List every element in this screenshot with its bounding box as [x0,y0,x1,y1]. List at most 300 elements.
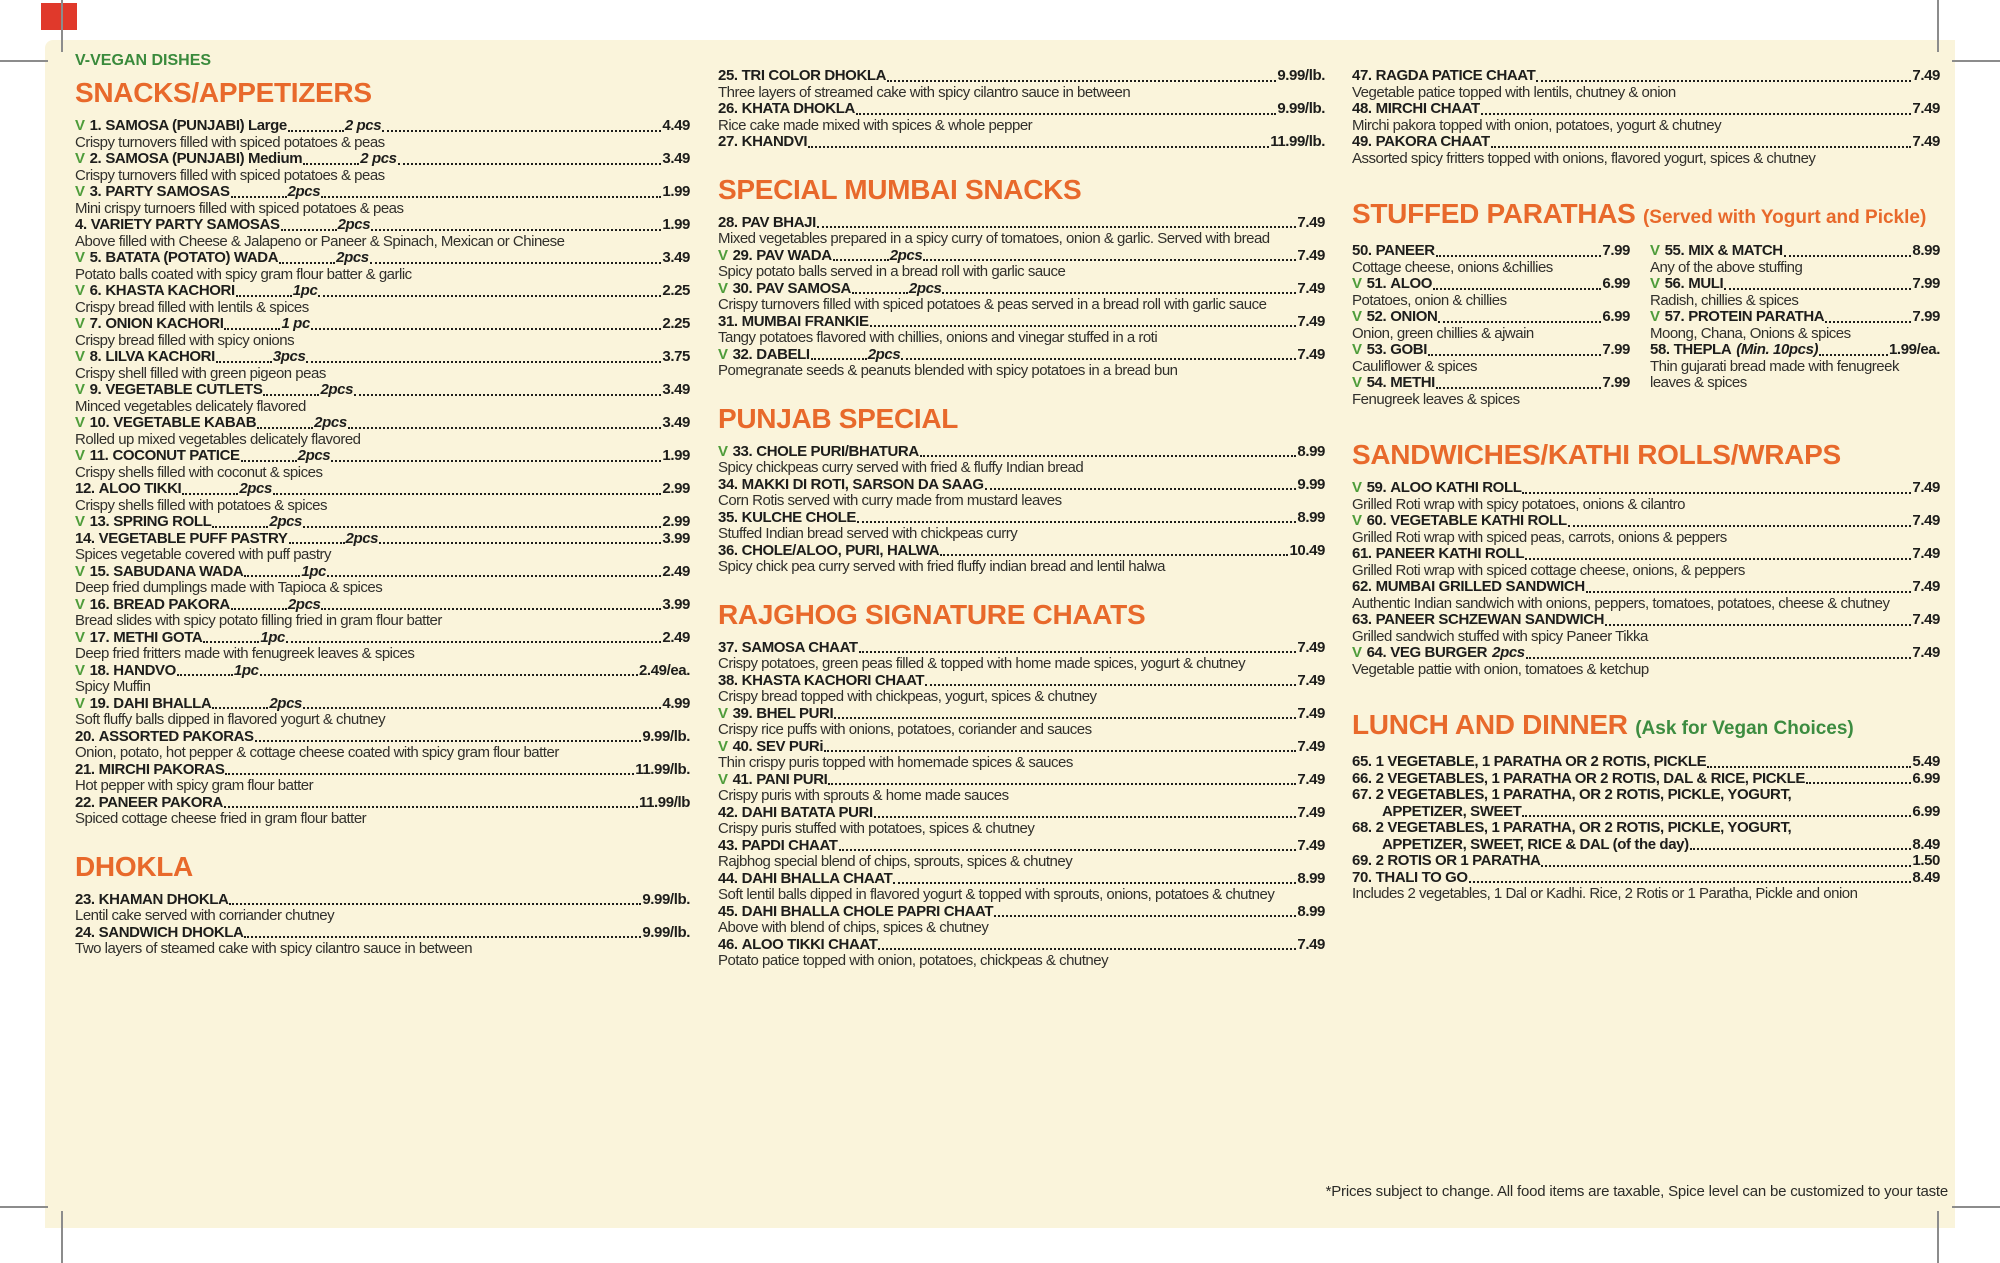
item-description: Crispy turnovers filled with spiced potatoes & peas [75,133,385,151]
item-name: PROTEIN PARATHA [1688,308,1825,325]
section-title [1352,440,1940,470]
dot-leader [856,113,1276,115]
item-name: SABUDANA WADA [113,562,244,580]
item-number: 52. [1366,308,1387,325]
item-name: DAHI BATATA PURI [741,803,873,821]
dot-leader [1707,766,1911,768]
item-name: ALOO TIKKI CHAAT [741,935,878,953]
menu-item-row [1650,342,1940,359]
vegan-marker: V [1352,644,1362,661]
item-price: 7.49 [1912,611,1940,628]
dot-leader [942,292,1296,294]
item-description: Crispy shell filled with green pigeon peas [75,364,326,382]
item-number: 46. [718,935,738,953]
section-title [75,78,690,108]
menu-item-row [718,772,1325,789]
item-portion: 2pcs [908,279,942,297]
item-description: Spices vegetable covered with puff pastry [75,546,332,563]
item-price: 2.49 [662,628,690,646]
item-price: 8.99 [1297,902,1325,920]
item-price: 3.49 [662,381,690,398]
item-price: 3.49 [662,414,690,431]
item-name: METHI GOTA [113,628,203,646]
menu-section [718,68,1325,151]
section-title [718,175,1325,205]
item-number: 22. [75,793,95,811]
menu-item-row [1352,375,1630,392]
menu-item-row [75,729,690,746]
item-portion: 2pcs [287,183,321,200]
item-number: 70. [1352,868,1372,886]
menu-item-row [75,762,690,779]
item-number: 64. [1366,644,1387,661]
item-number: 43. [718,836,738,854]
menu-section [1352,199,1940,408]
item-price: 7.49 [1912,133,1940,150]
menu-item-row [718,444,1325,461]
dot-leader [379,542,661,544]
vegan-marker: V [1650,275,1660,292]
vegan-marker: V [75,595,85,613]
item-description: Stuffed Indian bread served with chickpeas curry [718,525,1018,542]
item-portion: 2pcs [269,513,302,530]
item-number: 18. [89,661,110,679]
item-name: BATATA (POTATO) WADA [105,249,279,266]
dot-leader [808,146,1269,148]
menu-section [75,852,690,958]
section-subtitle: (Ask for Vegan Choices) [1635,718,1854,739]
item-number: 55. [1664,242,1685,259]
item-number: 35. [718,508,738,526]
dot-leader [321,196,661,198]
item-name: 2 ROTIS OR 1 PARATHA [1375,852,1541,869]
menu-item-row [718,871,1325,888]
item-price: 9.99 [1297,475,1325,493]
item-number: 2. [89,150,102,167]
vegan-marker: V [1352,512,1362,529]
item-number: 25. [718,67,738,84]
item-number: 9. [89,381,102,398]
item-number: 38. [718,671,738,689]
menu-item-row [718,215,1325,232]
item-number: 21. [75,760,95,778]
dot-leader [289,542,345,544]
item-name: LILVA KACHORI [105,348,215,365]
item-price: 7.99 [1912,308,1940,325]
item-description: Soft lentil balls dipped in flavored yogurt & topped with sprouts, onions, potatoes & chutney [718,886,1275,903]
menu-item-row [718,510,1325,527]
item-description: Above filled with Cheese & Jalapeno or Paneer & Spinach, Mexican or Chinese [75,232,565,250]
item-description: Vegetable patice topped with lentils, chutney & onion [1352,83,1676,101]
vegan-marker: V [75,150,85,167]
item-name: ONION KACHORI [105,315,224,332]
vegan-marker: V [718,279,728,297]
section-title-text: DHOKLA [75,850,193,882]
item-description: Corn Rotis served with curry made from mustard leaves [718,492,1062,509]
item-description: Deep fried dumplings made with Tapioca & spices [75,579,383,596]
menu-item-row [1352,579,1940,596]
menu-item-row [75,630,690,647]
item-price: 8.99 [1297,869,1325,887]
item-name: MUMBAI FRANKIE [741,312,869,330]
item-name: KHATA DHOKLA [741,100,855,117]
item-price: 7.49 [1912,512,1940,529]
item-number: 16. [89,595,110,613]
item-price: 7.49 [1297,312,1325,330]
vegan-marker: V [75,282,85,299]
item-description: Spicy Muffin [75,678,151,695]
item-number: 28. [718,213,738,231]
item-description: Rice cake made mixed with spices & whole pepper [718,116,1033,134]
dot-leader [398,163,662,165]
dot-leader [1819,354,1888,356]
dot-leader [1428,354,1601,356]
menu-item-row [75,795,690,812]
item-price: 1.99 [662,183,690,200]
vegan-marker: V [718,345,728,363]
menu-item-row [75,415,690,432]
item-description: Tangy potatoes flavored with chillies, onions and vinegar stuffed in a roti [718,329,1158,346]
item-price: 9.99/lb. [1277,100,1325,117]
item-number: 39. [732,704,753,722]
menu-item-row [75,925,690,942]
item-price: 7.49 [1912,644,1940,661]
vegan-marker: V [75,694,85,712]
menu-item-row [718,805,1325,822]
item-price: 5.49 [1912,753,1940,770]
item-description: Deep fried fritters made with fenugreek leaves & spices [75,645,415,662]
vegan-marker: V [75,249,85,266]
menu-item-row [1352,645,1940,662]
crop-mark-bottom-left-h [0,1206,48,1208]
item-name: TRI COLOR DHOKLA [741,67,887,84]
item-name: PAKORA CHAAT [1375,133,1490,150]
item-number: 58. [1650,341,1670,358]
item-number: 54. [1366,374,1387,391]
menu-item-row [75,250,690,267]
item-price: 2.49 [662,562,690,580]
item-description: Mini crispy turnoers filled with spiced potatoes & peas [75,199,404,217]
item-price: 1.99 [662,216,690,233]
dot-leader [212,707,268,709]
dot-leader [286,641,661,643]
crop-mark-bottom-right-h [1952,1206,2000,1208]
item-description: Potato patice topped with onion, potatoes, chickpeas & chutney [718,952,1109,969]
dot-leader [288,130,344,132]
item-name: PARTY SAMOSAS [105,183,230,200]
dot-leader [263,394,319,396]
item-price: 7.49 [1912,578,1940,595]
item-name: 2 VEGETABLES, 1 PARATHA, OR 2 ROTIS, PICKLE, YOGURT, [1375,786,1792,803]
column-left [75,52,690,958]
dot-leader [241,460,297,462]
vegan-marker: V [75,381,85,398]
menu-item-row [718,314,1325,331]
item-number: 41. [732,770,753,788]
item-number: 36. [718,541,738,559]
item-portion: 2pcs [336,249,369,266]
dot-leader [225,773,634,775]
menu-item-row [1650,309,1940,326]
item-price: 2.25 [662,282,690,299]
section-title [75,852,690,882]
section-title-text: PUNJAB SPECIAL [718,402,959,434]
item-name: VEGETABLE KABAB [113,414,257,431]
item-price: 7.99 [1602,374,1630,391]
item-price: 6.99 [1912,802,1940,820]
item-name: ASSORTED PAKORAS [98,727,254,745]
menu-item-row [1352,513,1940,530]
item-price: 8.49 [1912,868,1940,886]
item-price: 7.49 [1297,836,1325,854]
item-name: PAPDI CHAAT [741,836,838,854]
dot-leader [224,328,280,330]
dot-leader [182,493,238,495]
item-portion: 2pcs [1492,644,1525,661]
vegan-marker: V [75,562,85,580]
dot-leader [857,521,1296,523]
item-name: PAV BHAJI [741,213,816,231]
item-name: DAHI BHALLA CHOLE PAPRI CHAAT [741,902,994,920]
dot-leader [212,526,268,528]
dot-leader [231,608,287,610]
item-number: 31. [718,312,738,330]
item-portion: 1 pc [281,315,310,332]
item-description: Crispy bread filled with spicy onions [75,331,295,349]
item-price: 7.49 [1912,100,1940,117]
item-name: KHANDVI [741,133,808,150]
item-name: MIRCHI PAKORAS [98,760,225,778]
dot-leader [839,849,1297,851]
menu-item-row [718,838,1325,855]
dot-leader [1586,591,1912,593]
item-name: PANEER KATHI ROLL [1375,545,1525,562]
menu-item-row [1352,68,1940,85]
item-description: Rajbhog special blend of chips, sprouts, spices & chutney [718,853,1073,870]
item-name: ALOO TIKKI [98,480,182,497]
item-number: 14. [75,529,95,547]
dot-leader [260,674,638,676]
menu-item-row [75,448,690,465]
vegan-marker: V [1352,341,1362,358]
item-description: Thin gujarati bread made with fenugreek leaves & spices [1650,357,1899,391]
item-description: Includes 2 vegetables, 1 Dal or Kadhi. Rice, 2 Rotis or 1 Paratha, Pickle and onion [1352,885,1858,902]
menu-item-row [75,663,690,680]
item-name: MAKKI DI ROTI, SARSON DA SAAG [741,475,984,493]
dot-leader [348,427,662,429]
dot-leader [273,493,661,495]
item-price: 8.99 [1297,508,1325,526]
item-portion: 2pcs [345,529,379,547]
item-number: 51. [1366,275,1387,292]
item-number: 6. [89,282,102,299]
item-price: 7.49 [1297,803,1325,821]
menu-item-row [718,543,1325,560]
item-price: 7.49 [1297,638,1325,656]
item-name: PANEER SCHZEWAN SANDWICH [1375,611,1605,628]
paratha-right-column [1650,243,1940,408]
item-name: KHASTA KACHORI CHAAT [741,671,925,689]
menu-item-row [1352,342,1630,359]
item-price: 3.49 [662,249,690,266]
item-name: SAMOSA (PUNJABI) Medium [105,150,303,167]
item-number: 48. [1352,100,1372,117]
vegan-marker: V [718,442,728,460]
vegan-marker: V [75,183,85,200]
item-price: 3.49 [662,150,690,167]
item-description: Crispy bread topped with chickpeas, yogurt, spices & chutney [718,688,1097,705]
item-number: 8. [89,348,102,365]
item-number: 67. [1352,786,1372,803]
dot-leader [870,325,1297,327]
item-portion: 2 pcs [344,117,382,134]
item-price: 7.49 [1297,770,1325,788]
item-description: Grilled Roti wrap with spiced cottage cheese, onions, & peppers [1352,561,1745,579]
menu-item-row [1352,134,1940,151]
item-name: HANDVO [113,661,176,679]
item-price: 2.25 [662,315,690,332]
item-description: Crispy potatoes, green peas filled & topped with home made spices, yogurt & chutney [718,655,1246,672]
item-description: Hot pepper with spicy gram flour batter [75,777,314,794]
section-title-text: SNACKS/APPETIZERS [75,77,372,108]
section-title-text: RAJGHOG SIGNATURE CHAATS [718,598,1146,630]
item-description: Crispy shells filled with potatoes & spices [75,496,327,514]
menu-item-row [75,696,690,713]
dot-leader [1724,288,1911,290]
vegan-marker: V [1352,479,1362,496]
menu-item-row [75,597,690,614]
item-description: Crispy turnovers filled with spiced potatoes & peas [75,166,385,184]
vegan-marker: V [75,315,85,332]
item-name: CHOLE/ALOO, PURI, HALWA [741,541,940,559]
dot-leader [281,229,337,231]
item-portion: 2pcs [314,414,347,431]
vegan-marker: V [75,661,85,679]
item-price: 6.99 [1912,769,1940,787]
menu-section [718,600,1325,970]
item-price: 3.99 [662,595,690,613]
item-description: Onion, green chillies & ajwain [1352,324,1534,342]
dot-leader [1784,255,1912,257]
item-price: 11.99/lb [638,793,690,811]
dot-leader [303,707,661,709]
item-description: Crispy shells filled with coconut & spices [75,463,323,481]
menu-item-row [75,531,690,548]
dot-leader [257,427,313,429]
vegan-marker: V [718,737,728,755]
item-name: PANEER [1375,242,1435,259]
item-name: VEGETABLE CUTLETS [105,381,263,398]
item-name: THEPLA [1673,341,1732,358]
dot-leader [1605,624,1911,626]
dot-leader [321,608,661,610]
item-price: 1.99/ea. [1888,341,1940,358]
item-name: COCONUT PATICE [112,447,240,464]
item-number: 12. [75,480,95,497]
item-description: Grilled Roti wrap with spiced peas, carrots, onions & peppers [1352,528,1727,546]
item-number: 40. [732,737,753,755]
item-name: APPETIZER, SWEET, RICE & DAL (of the day) [1382,835,1689,853]
menu-item-row-continued [1352,837,1940,854]
item-number: 26. [718,100,738,117]
item-price: 4.49 [662,117,690,134]
item-description: Grilled Roti wrap with spicy potatoes, onions & cilantro [1352,495,1685,513]
dot-leader [811,358,867,360]
item-number: 63. [1352,611,1372,628]
menu-item-row [718,673,1325,690]
section-title-text: STUFFED PARATHAS [1352,198,1636,229]
column-middle [718,68,1325,970]
vegan-legend: V-VEGAN DISHES [75,52,212,69]
menu-item-row [1352,101,1940,118]
item-name: KULCHE CHOLE [741,508,857,526]
item-description: Pomegranate seeds & peanuts blended with spicy potatoes in a bread bun [718,362,1178,379]
dot-leader [940,554,1288,556]
dot-leader [331,460,661,462]
item-number: 19. [89,694,110,712]
item-price: 8.99 [1912,242,1940,259]
menu-item-row [75,382,690,399]
item-price: 7.49 [1912,479,1940,496]
section-title [718,404,1325,434]
item-price: 4.99 [662,694,690,712]
item-price: 7.49 [1297,671,1325,689]
item-portion: 2 pcs [360,150,397,167]
item-description: Soft fluffy balls dipped in flavored yogurt & chutney [75,711,386,728]
menu-item-row [718,134,1325,151]
item-description: Crispy rice puffs with onions, potatoes, coriander and sauces [718,721,1092,738]
menu-item-row [718,68,1325,85]
item-description: Vegetable pattie with onion, tomatoes & ketchup [1352,660,1649,678]
vegan-marker: V [75,628,85,646]
item-number: 33. [732,442,753,460]
item-price: 7.99 [1602,341,1630,358]
dot-leader [878,948,1296,950]
menu-item-row [718,248,1325,265]
dot-leader [1481,113,1912,115]
section-title [718,600,1325,630]
item-name: GOBI [1390,341,1428,358]
item-number: 50. [1352,242,1372,259]
dot-leader [303,526,661,528]
item-price: 11.99/lb. [635,760,690,778]
menu-item-row [1352,243,1630,260]
menu-item-row [1352,546,1940,563]
item-price: 2.99 [662,480,690,497]
item-price: 6.99 [1602,275,1630,292]
menu-item-row [75,514,690,531]
item-name: PAV SAMOSA [756,279,851,297]
item-name: ALOO [1390,275,1432,292]
item-price: 1.99 [662,447,690,464]
crop-mark-top-right-h [1952,60,2000,62]
item-description: Minced vegetables delicately flavored [75,397,306,415]
item-price: 9.99/lb. [642,923,690,941]
menu-item-row [75,217,690,234]
item-name: KHAMAN DHOKLA [98,890,229,908]
item-portion: 2pcs [337,216,371,233]
item-name: MIX & MATCH [1688,242,1783,259]
dot-leader [994,915,1296,917]
dot-leader [244,936,641,938]
paratha-two-columns [1352,243,1940,408]
item-number: 34. [718,475,738,493]
dot-leader [874,816,1297,818]
item-number: 11. [89,447,109,464]
crop-mark-bottom-right-v [1937,1211,1939,1263]
item-price: 7.99 [1912,275,1940,292]
dot-leader [1690,848,1912,850]
